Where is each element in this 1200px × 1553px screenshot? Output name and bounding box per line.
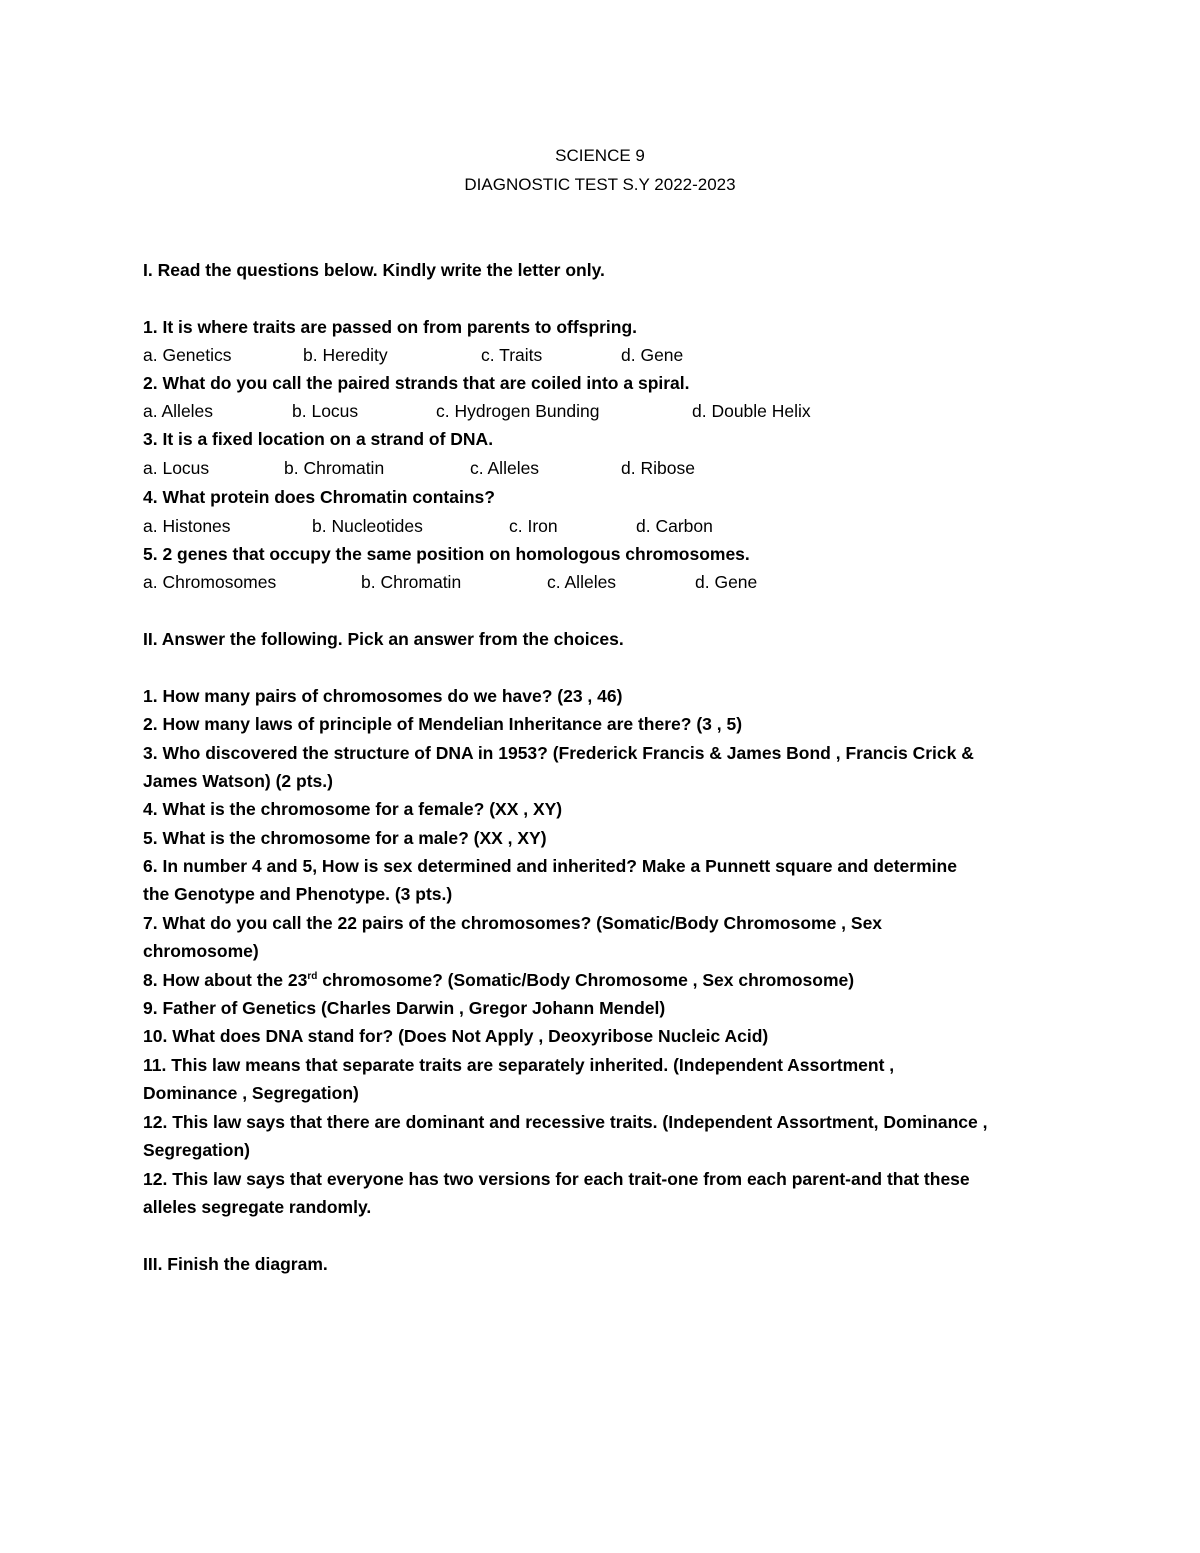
question-text: 4. What protein does Chromatin contains? xyxy=(143,487,495,507)
choice-d: d. Carbon xyxy=(636,516,713,536)
part2-line: 1. How many pairs of chromosomes do we have? (23 , 46) xyxy=(143,686,623,706)
part2-instruction: II. Answer the following. Pick an answer from the choices. xyxy=(143,629,624,649)
part3-instruction: III. Finish the diagram. xyxy=(143,1254,328,1274)
q8-after: chromosome? (Somatic/Body Chromosome , Sex chromosome) xyxy=(317,970,855,990)
choice-a: a. Histones xyxy=(143,516,231,536)
part2-line: 12. This law says that there are dominant and recessive traits. (Independent Assortment, Dominance , xyxy=(143,1112,988,1132)
choice-c: c. Iron xyxy=(509,516,558,536)
part2-line: 10. What does DNA stand for? (Does Not Apply , Deoxyribose Nucleic Acid) xyxy=(143,1026,769,1046)
question-text: 5. 2 genes that occupy the same position on homologous chromosomes. xyxy=(143,544,750,564)
choice-b: b. Chromatin xyxy=(284,458,385,478)
choice-d: d. Double Helix xyxy=(692,401,811,421)
part2-line: chromosome) xyxy=(143,941,259,961)
choice-d: d. Ribose xyxy=(621,458,695,478)
part2-line: 11. This law means that separate traits are separately inherited. (Independent Assortment , xyxy=(143,1055,895,1075)
part2-line: Segregation) xyxy=(143,1140,250,1160)
choice-d: d. Gene xyxy=(695,572,758,592)
part2-question-8 xyxy=(143,969,854,991)
question-text: 2. What do you call the paired strands that are coiled into a spiral. xyxy=(143,373,690,393)
choice-c: c. Alleles xyxy=(547,572,617,592)
part2-line: 6. In number 4 and 5, How is sex determined and inherited? Make a Punnett square and determine xyxy=(143,856,957,876)
part2-line: 2. How many laws of principle of Mendelian Inheritance are there? (3 , 5) xyxy=(143,714,743,734)
part2-line: Dominance , Segregation) xyxy=(143,1083,359,1103)
part2-line: 4. What is the chromosome for a female? (XX , XY) xyxy=(143,799,563,819)
part2-line: 9. Father of Genetics (Charles Darwin , Gregor Johann Mendel) xyxy=(143,998,666,1018)
page-subtitle: DIAGNOSTIC TEST S.Y 2022-2023 xyxy=(464,175,736,194)
choice-c: c. Traits xyxy=(481,345,543,365)
choice-d: d. Gene xyxy=(621,345,684,365)
part2-line: 5. What is the chromosome for a male? (XX , XY) xyxy=(143,828,547,848)
choice-a: a. Chromosomes xyxy=(143,572,277,592)
choice-b: b. Chromatin xyxy=(361,572,462,592)
choice-c: c. Hydrogen Bunding xyxy=(436,401,600,421)
choice-a: a. Genetics xyxy=(143,345,232,365)
choice-a: a. Alleles xyxy=(143,401,214,421)
part2-line: alleles segregate randomly. xyxy=(143,1197,372,1217)
part2-line: James Watson) (2 pts.) xyxy=(143,771,333,791)
choice-c: c. Alleles xyxy=(470,458,540,478)
choice-b: b. Locus xyxy=(292,401,359,421)
part2-line: the Genotype and Phenotype. (3 pts.) xyxy=(143,884,453,904)
question-text: 3. It is a fixed location on a strand of DNA. xyxy=(143,429,494,449)
part2-line: 7. What do you call the 22 pairs of the chromosomes? (Somatic/Body Chromosome , Sex xyxy=(143,913,883,933)
question-text: 1. It is where traits are passed on from parents to offspring. xyxy=(143,317,637,337)
part2-line: 3. Who discovered the structure of DNA in 1953? (Frederick Francis & James Bond , Francis Crick & xyxy=(143,743,974,763)
page-title: SCIENCE 9 xyxy=(555,146,645,165)
q8-before: 8. How about the 23 xyxy=(143,970,308,990)
choice-b: b. Nucleotides xyxy=(312,516,423,536)
choice-b: b. Heredity xyxy=(303,345,388,365)
part1-instruction: I. Read the questions below. Kindly write the letter only. xyxy=(143,260,605,280)
choice-a: a. Locus xyxy=(143,458,210,478)
q8-superscript: rd xyxy=(307,971,318,983)
part2-line: 12. This law says that everyone has two versions for each trait-one from each parent-and that these xyxy=(143,1169,970,1189)
